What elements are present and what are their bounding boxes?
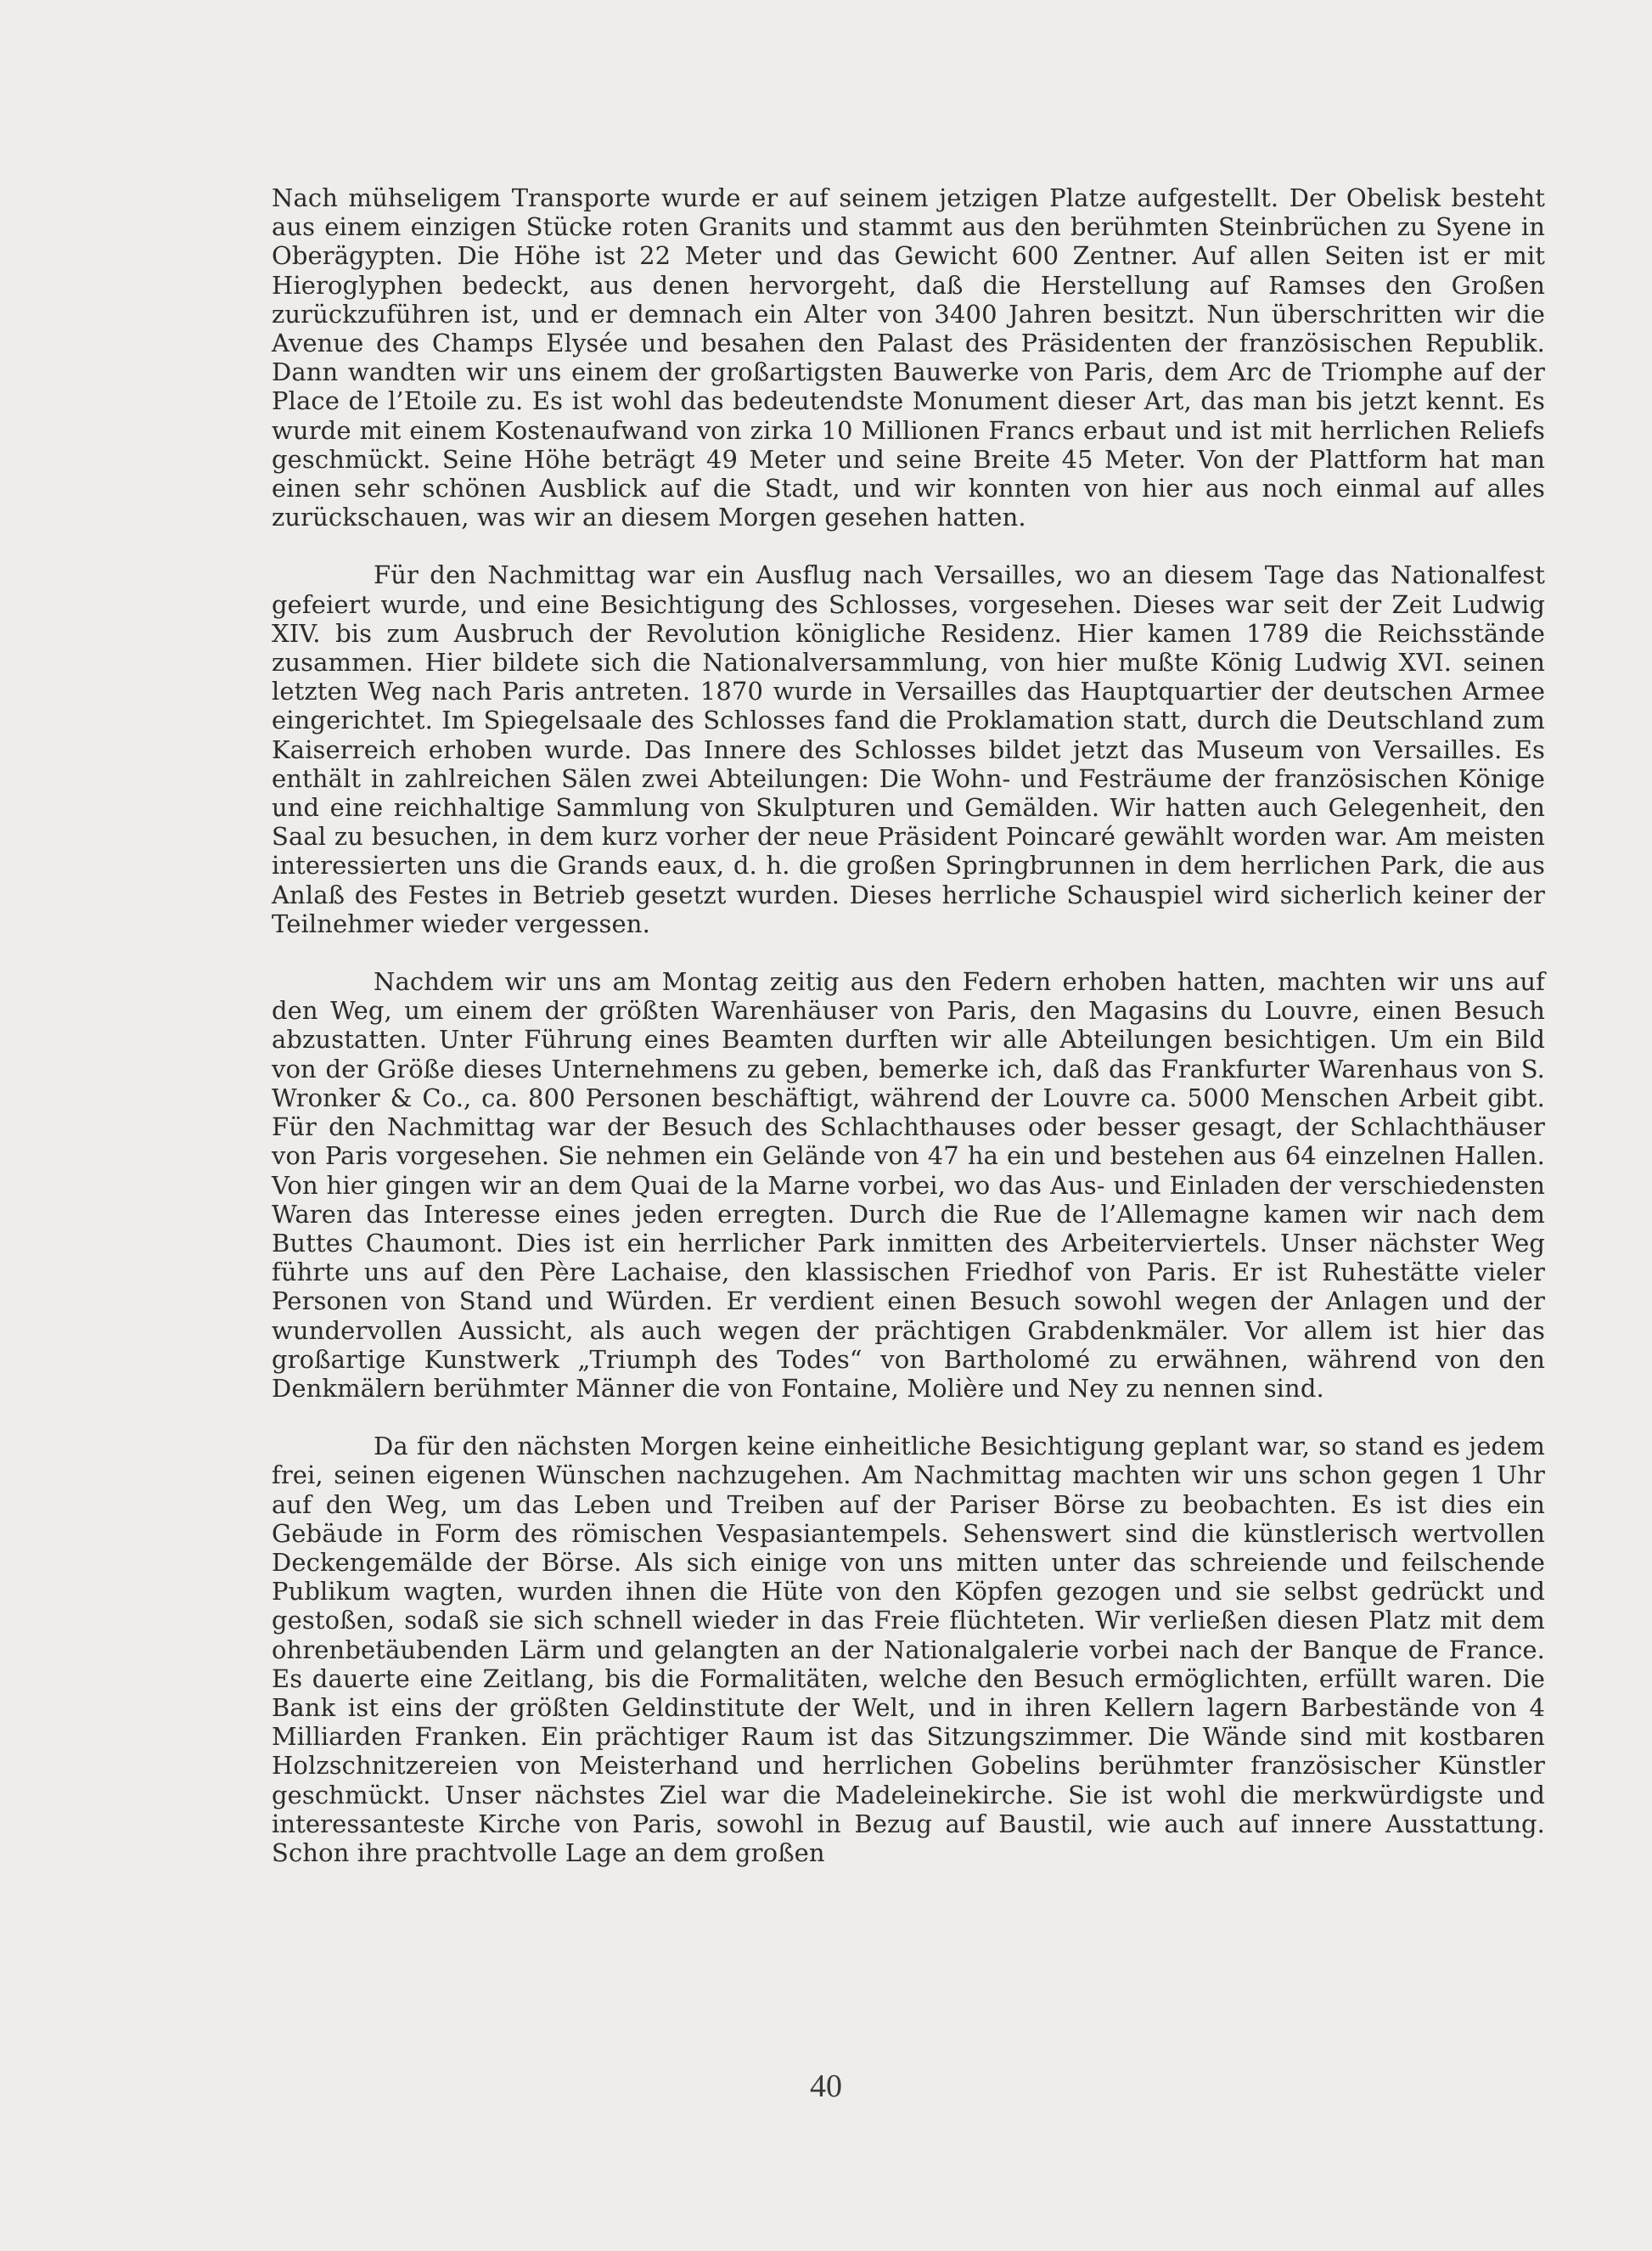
body-text xyxy=(272,183,1545,1867)
page-number: 40 xyxy=(810,2068,842,2104)
paragraph-louvre-pere-lachaise: Nachdem wir uns am Montag zeitig aus den Federn erhoben hatten, machten wir uns auf den Weg, um einem der größten Warenhäuser von Paris, den Magasins du Louvre, einen Besuch abzustatten. Unter Führung eines Beamten durften wir alle Abteilungen besichtigen. Um ein Bild von der Größe dieses Unternehmens zu geben, bemerke ich, daß das Frankfurter Warenhaus von S. Wronker & Co., ca. 800 Personen beschäftigt, während der Louvre ca. 5000 Menschen Arbeit gibt. Für den Nachmittag war der Besuch des Schlachthauses oder besser gesagt, der Schlachthäuser von Paris vorgesehen. Sie nehmen ein Gelände von 47 ha ein und bestehen aus 64 einzelnen Hallen. Von hier gingen wir an dem Quai de la Marne vorbei, wo das Aus- und Einladen der verschiedensten Waren das Interesse eines jeden erregten. Durch die Rue de l’Allemagne kamen wir nach dem Buttes Chaumont. Dies ist ein herrlicher Park inmitten des Arbeiterviertels. Unser nächster Weg führte uns auf den Père Lachaise, den klassischen Friedhof von Paris. Er ist Ruhestätte vieler Personen von Stand und Würden. Er verdient einen Besuch sowohl wegen der Anlagen und der wundervollen Aussicht, als auch wegen der prächtigen Grabdenkmäler. Vor allem ist hier das großartige Kunstwerk „Triumph des Todes“ von Bartholomé zu erwähnen, während von den Denkmälern berühmter Männer die von Fontaine, Molière und Ney zu nennen sind. xyxy=(272,967,1545,1403)
paragraph-obelisk-arc-de-triomphe: Nach mühseligem Transporte wurde er auf seinem jetzigen Platze aufgestellt. Der Obelisk besteht aus einem einzigen Stücke roten Granits und stammt aus den berühmten Steinbrüchen zu Syene in Oberägypten. Die Höhe ist 22 Meter und das Gewicht 600 Zentner. Auf allen Seiten ist er mit Hieroglyphen bedeckt, aus denen hervorgeht, daß die Herstellung auf Ramses den Großen zurückzuführen ist, und er demnach ein Alter von 3400 Jahren besitzt. Nun überschritten wir die Avenue des Champs Elysée und besahen den Palast des Präsidenten der französischen Republik. Dann wandten wir uns einem der großartigsten Bauwerke von Paris, dem Arc de Triomphe auf der Place de l’Etoile zu. Es ist wohl das bedeutendste Monument dieser Art, das man bis jetzt kennt. Es wurde mit einem Kostenaufwand von zirka 10 Millionen Francs erbaut und ist mit herrlichen Reliefs geschmückt. Seine Höhe beträgt 49 Meter und seine Breite 45 Meter. Von der Plattform hat man einen sehr schönen Ausblick auf die Stadt, und wir konnten von hier aus noch einmal auf alles zurückschauen, was wir an diesem Morgen gesehen hatten. xyxy=(272,183,1545,532)
paragraph-boerse-banque-madeleine: Da für den nächsten Morgen keine einheitliche Besichtigung geplant war, so stand es jedem frei, seinen eigenen Wünschen nachzugehen. Am Nachmittag machten wir uns schon gegen 1 Uhr auf den Weg, um das Leben und Treiben auf der Pariser Börse zu beobachten. Es ist dies ein Gebäude in Form des römischen Vespasiantempels. Sehenswert sind die künstlerisch wertvollen Deckengemälde der Börse. Als sich einige von uns mitten unter das schreiende und feilschende Publikum wagten, wurden ihnen die Hüte von den Köpfen gezogen und sie selbst gedrückt und gestoßen, sodaß sie sich schnell wieder in das Freie flüchteten. Wir verließen diesen Platz mit dem ohrenbetäubenden Lärm und gelangten an der Nationalgalerie vorbei nach der Banque de France. Es dauerte eine Zeitlang, bis die Formalitäten, welche den Besuch ermöglichten, erfüllt waren. Die Bank ist eins der größten Geldinstitute der Welt, und in ihren Kellern lagern Barbestände von 4 Milliarden Franken. Ein prächtiger Raum ist das Sitzungszimmer. Die Wände sind mit kostbaren Holzschnitzereien von Meisterhand und herrlichen Gobelins berühmter französischer Künstler geschmückt. Unser nächstes Ziel war die Madeleinekirche. Sie ist wohl die merkwürdigste und interessanteste Kirche von Paris, sowohl in Bezug auf Baustil, wie auch auf innere Ausstattung. Schon ihre prachtvolle Lage an dem großen xyxy=(272,1432,1545,1867)
paragraph-versailles: Für den Nachmittag war ein Ausflug nach Versailles, wo an diesem Tage das Nationalfest gefeiert wurde, und eine Besichtigung des Schlosses, vorgesehen. Dieses war seit der Zeit Ludwig XIV. bis zum Ausbruch der Revolution königliche Residenz. Hier kamen 1789 die Reichsstände zusammen. Hier bildete sich die Nationalversammlung, von hier mußte König Ludwig XVI. seinen letzten Weg nach Paris antreten. 1870 wurde in Versailles das Hauptquartier der deutschen Armee eingerichtet. Im Spiegelsaale des Schlosses fand die Proklamation statt, durch die Deutschland zum Kaiserreich erhoben wurde. Das Innere des Schlosses bildet jetzt das Museum von Versailles. Es enthält in zahlreichen Sälen zwei Abteilungen: Die Wohn- und Festräume der französischen Könige und eine reichhaltige Sammlung von Skulpturen und Gemälden. Wir hatten auch Gelegenheit, den Saal zu besuchen, in dem kurz vorher der neue Präsident Poincaré gewählt worden war. Am meisten interessierten uns die Grands eaux, d. h. die großen Springbrunnen in dem herrlichen Park, die aus Anlaß des Festes in Betrieb gesetzt wurden. Dieses herrliche Schauspiel wird sicherlich keiner der Teilnehmer wieder vergessen. xyxy=(272,560,1545,938)
